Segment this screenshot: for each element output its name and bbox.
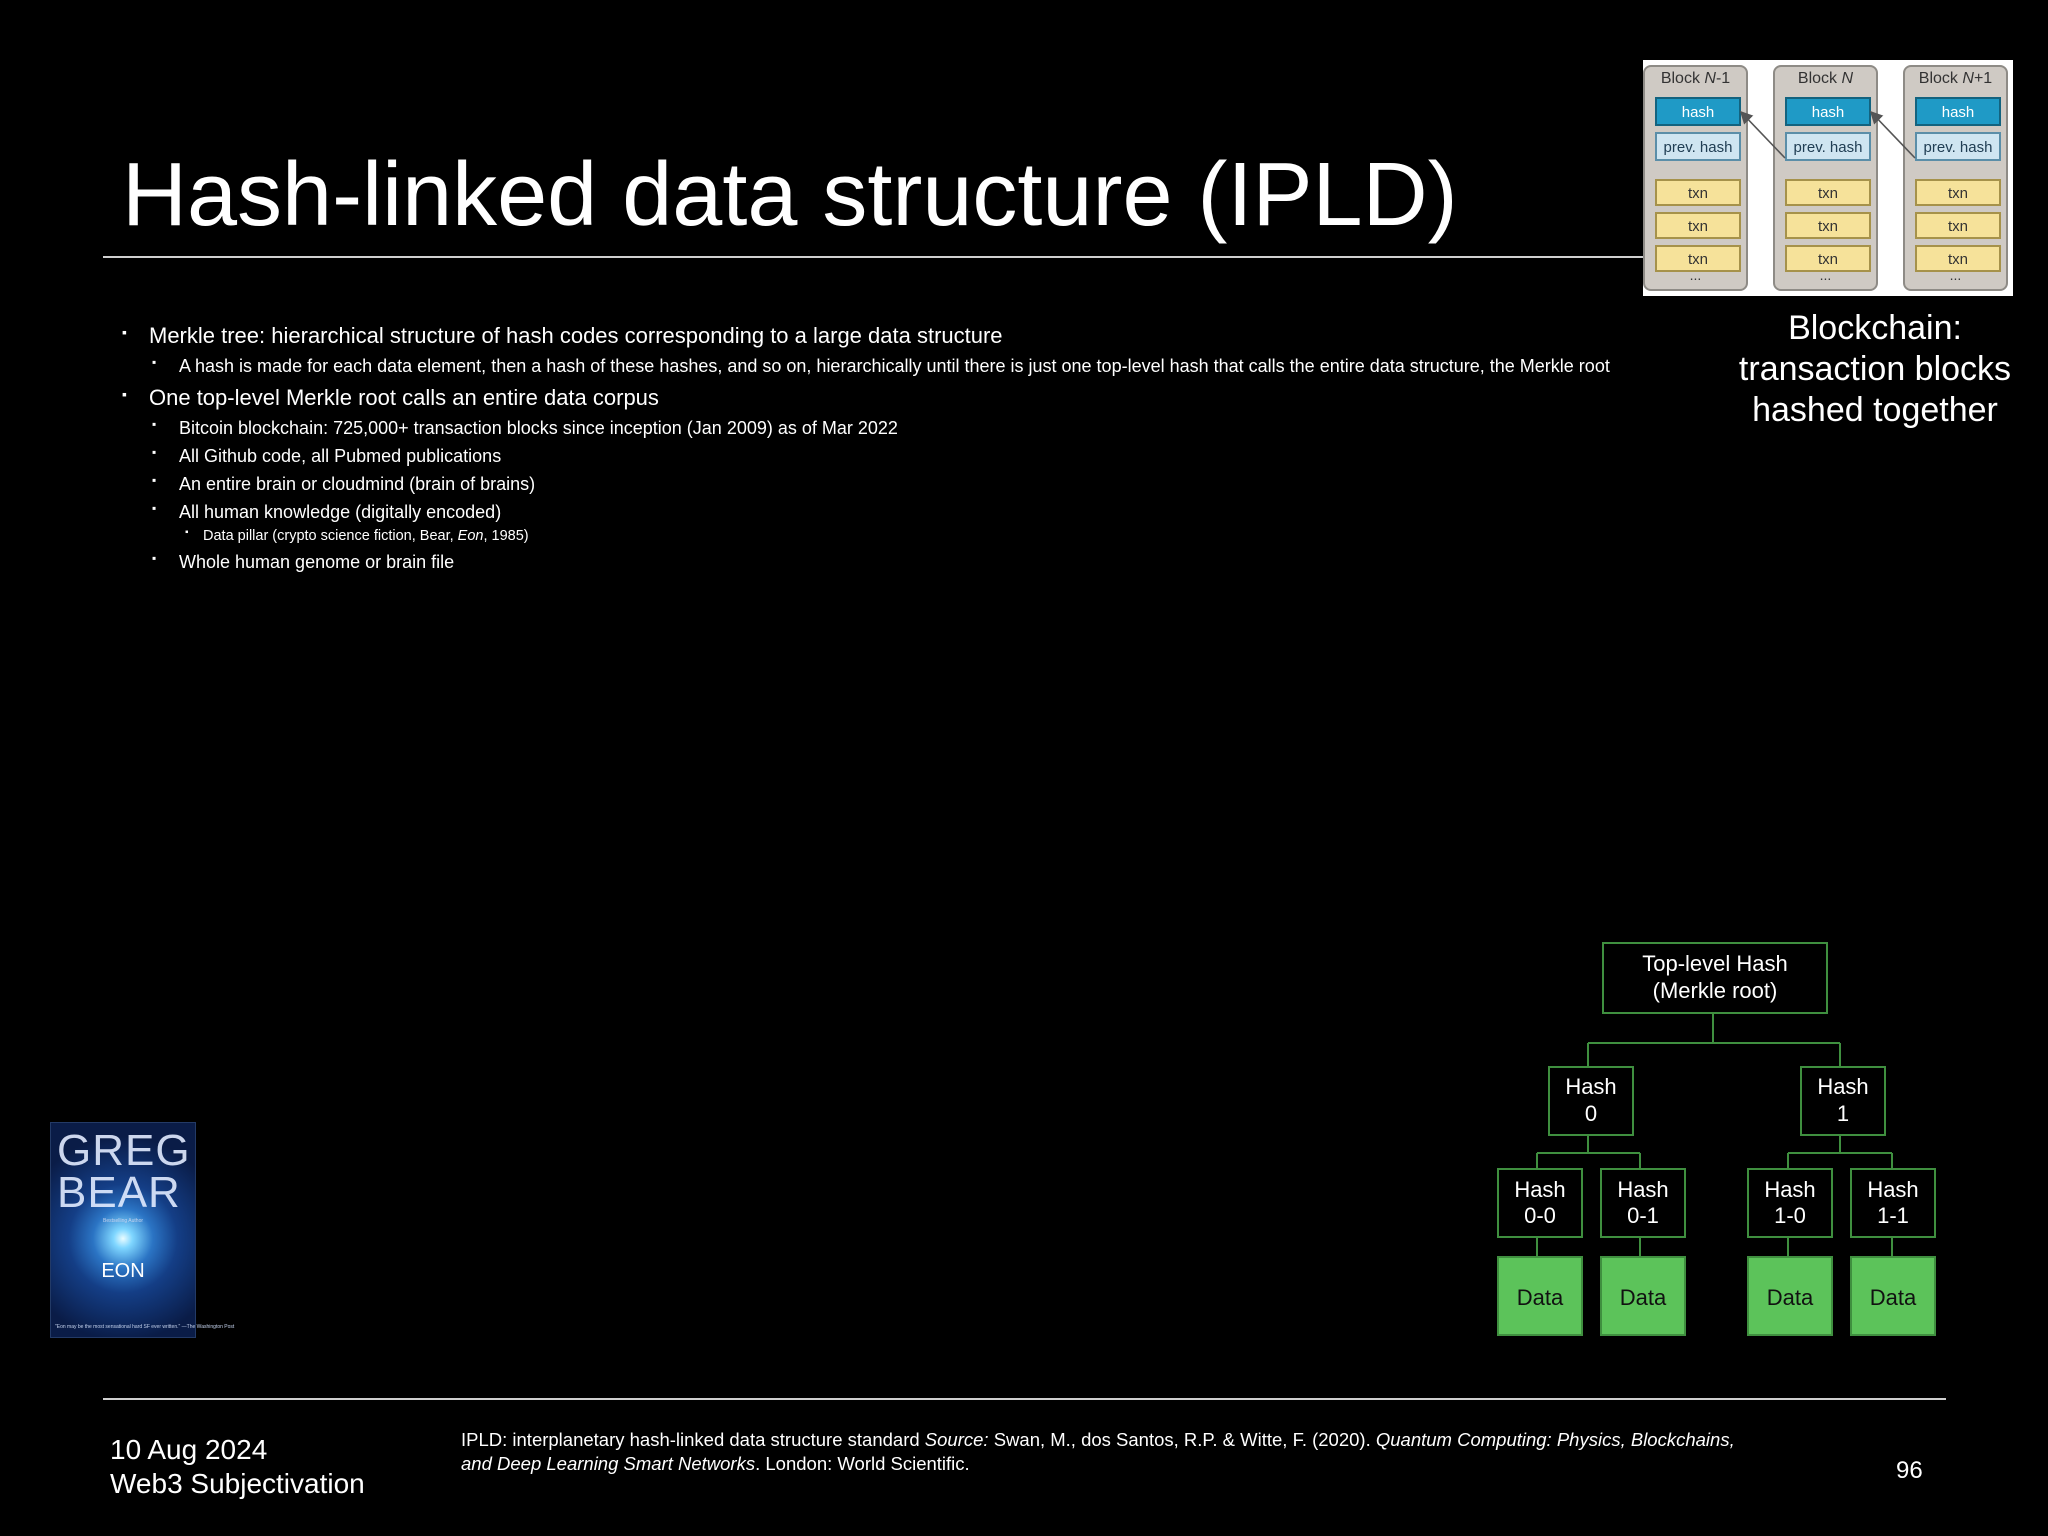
- book-quote: "Eon may be the most sensational hard SF ever written." —The Washington Post: [55, 1324, 235, 1330]
- footer-date-event: [110, 1433, 365, 1501]
- hash-1-0-node: [1748, 1169, 1832, 1237]
- ellipsis: ...: [1689, 267, 1702, 283]
- caption-line: hashed together: [1752, 391, 1998, 429]
- bullet-genome: ▪ Whole human genome or brain file: [152, 549, 1762, 575]
- node-label: Hash: [1817, 1074, 1869, 1099]
- book-author-last: BEAR: [57, 1168, 181, 1217]
- hash-box: hash: [1915, 97, 2001, 126]
- merkle-tree-diagram: [1490, 935, 1950, 1345]
- slide-number: 96: [1896, 1457, 1923, 1484]
- txn-box: txn: [1655, 245, 1741, 272]
- bullet-knowledge: ▪ All human knowledge (digitally encoded): [152, 499, 1762, 525]
- txn-box: txn: [1785, 245, 1871, 272]
- blockchain-caption: [1730, 308, 2020, 431]
- node-label: Hash: [1617, 1177, 1669, 1202]
- block-label: Block N+1: [1918, 70, 1993, 87]
- svg-text:Data: Data: [1766, 1285, 1814, 1310]
- node-label: Hash: [1565, 1074, 1617, 1099]
- caption-line: Blockchain:: [1788, 309, 1962, 347]
- block-n: [1773, 65, 1878, 291]
- footer-event: Web3 Subjectivation: [110, 1468, 365, 1499]
- bullet-merkle-tree: ▪ Merkle tree: hierarchical structure of hash codes corresponding to a large data structure: [122, 321, 1762, 351]
- node-label: Hash: [1764, 1177, 1816, 1202]
- node-label: (Merkle root): [1652, 978, 1778, 1003]
- node-label: Top-level Hash: [1642, 951, 1788, 976]
- bullet-hash-explanation: ▪ A hash is made for each data element, then a hash of these hashes, and so on, hierarchically until there is just one top-level hash that calls the entire data structure, the Merkle root: [152, 353, 1762, 379]
- bullet-brain: ▪ An entire brain or cloudmind (brain of brains): [152, 471, 1762, 497]
- data-node: [1748, 1257, 1832, 1335]
- footer-date: 10 Aug 2024: [110, 1434, 268, 1465]
- blockchain-diagram: [1643, 60, 2013, 296]
- svg-text:Data: Data: [1869, 1285, 1917, 1310]
- block-n-plus-1: [1903, 65, 2008, 291]
- eon-book-cover: [50, 1122, 235, 1338]
- hash-0-0-node: [1498, 1169, 1582, 1237]
- node-label: 0-0: [1524, 1203, 1556, 1228]
- data-node: [1851, 1257, 1935, 1335]
- hash-1-node: [1801, 1067, 1885, 1135]
- txn-box: txn: [1915, 179, 2001, 206]
- txn-box: txn: [1655, 212, 1741, 239]
- prev-hash-box: prev. hash: [1915, 132, 2001, 161]
- ellipsis: ...: [1819, 267, 1832, 283]
- txn-box: txn: [1915, 212, 2001, 239]
- node-label: 0: [1584, 1101, 1598, 1126]
- node-label: 0-1: [1627, 1203, 1659, 1228]
- hash-box: hash: [1655, 97, 1741, 126]
- node-label: Hash: [1514, 1177, 1566, 1202]
- block-n-minus-1: [1643, 65, 1748, 291]
- hash-0-1-node: [1601, 1169, 1685, 1237]
- book-author-first: GREG: [57, 1126, 191, 1175]
- data-node: [1601, 1257, 1685, 1335]
- txn-box: txn: [1785, 212, 1871, 239]
- node-label: 1-0: [1774, 1203, 1806, 1228]
- merkle-root-node: [1603, 943, 1827, 1013]
- bullet-data-pillar: ▪ Data pillar (crypto science fiction, Bear, Eon, 1985): [185, 525, 1762, 547]
- block-label: Block N-1: [1660, 70, 1731, 87]
- txn-box: txn: [1655, 179, 1741, 206]
- txn-box: txn: [1785, 179, 1871, 206]
- book-tagline: Bestselling Author: [102, 1218, 144, 1224]
- hash-0-node: [1549, 1067, 1633, 1135]
- ellipsis: ...: [1949, 267, 1962, 283]
- footer-source-citation: IPLD: interplanetary hash-linked data structure standard Source: Swan, M., dos Santos, R.P. & Witte, F. (2020). Quantum Computing: Physics, Blockchains, and Deep Learning Smart Networks. London: World Scientific.: [461, 1429, 1735, 1474]
- block-label: Block N: [1797, 70, 1854, 87]
- hash-1-1-node: [1851, 1169, 1935, 1237]
- svg-text:Data: Data: [1516, 1285, 1564, 1310]
- hash-box: hash: [1785, 97, 1871, 126]
- bullet-list: [122, 318, 1762, 575]
- bullet-bitcoin: ▪ Bitcoin blockchain: 725,000+ transaction blocks since inception (Jan 2009) as of Mar 2022: [152, 415, 1762, 441]
- book-title: EON: [101, 1260, 145, 1282]
- node-label: 1-1: [1877, 1203, 1909, 1228]
- footer-divider: [103, 1398, 1946, 1400]
- txn-box: txn: [1915, 245, 2001, 272]
- prev-hash-box: prev. hash: [1785, 132, 1871, 161]
- node-label: Hash: [1867, 1177, 1919, 1202]
- node-label: 1: [1836, 1101, 1850, 1126]
- svg-text:Data: Data: [1619, 1285, 1667, 1310]
- prev-hash-box: prev. hash: [1655, 132, 1741, 161]
- bullet-github: ▪ All Github code, all Pubmed publications: [152, 443, 1762, 469]
- title-divider: [103, 256, 1648, 258]
- slide-title: Hash-linked data structure (IPLD): [122, 145, 1458, 245]
- data-node: [1498, 1257, 1582, 1335]
- bullet-merkle-root: ▪ One top-level Merkle root calls an entire data corpus: [122, 383, 1762, 413]
- caption-line: transaction blocks: [1738, 350, 2012, 388]
